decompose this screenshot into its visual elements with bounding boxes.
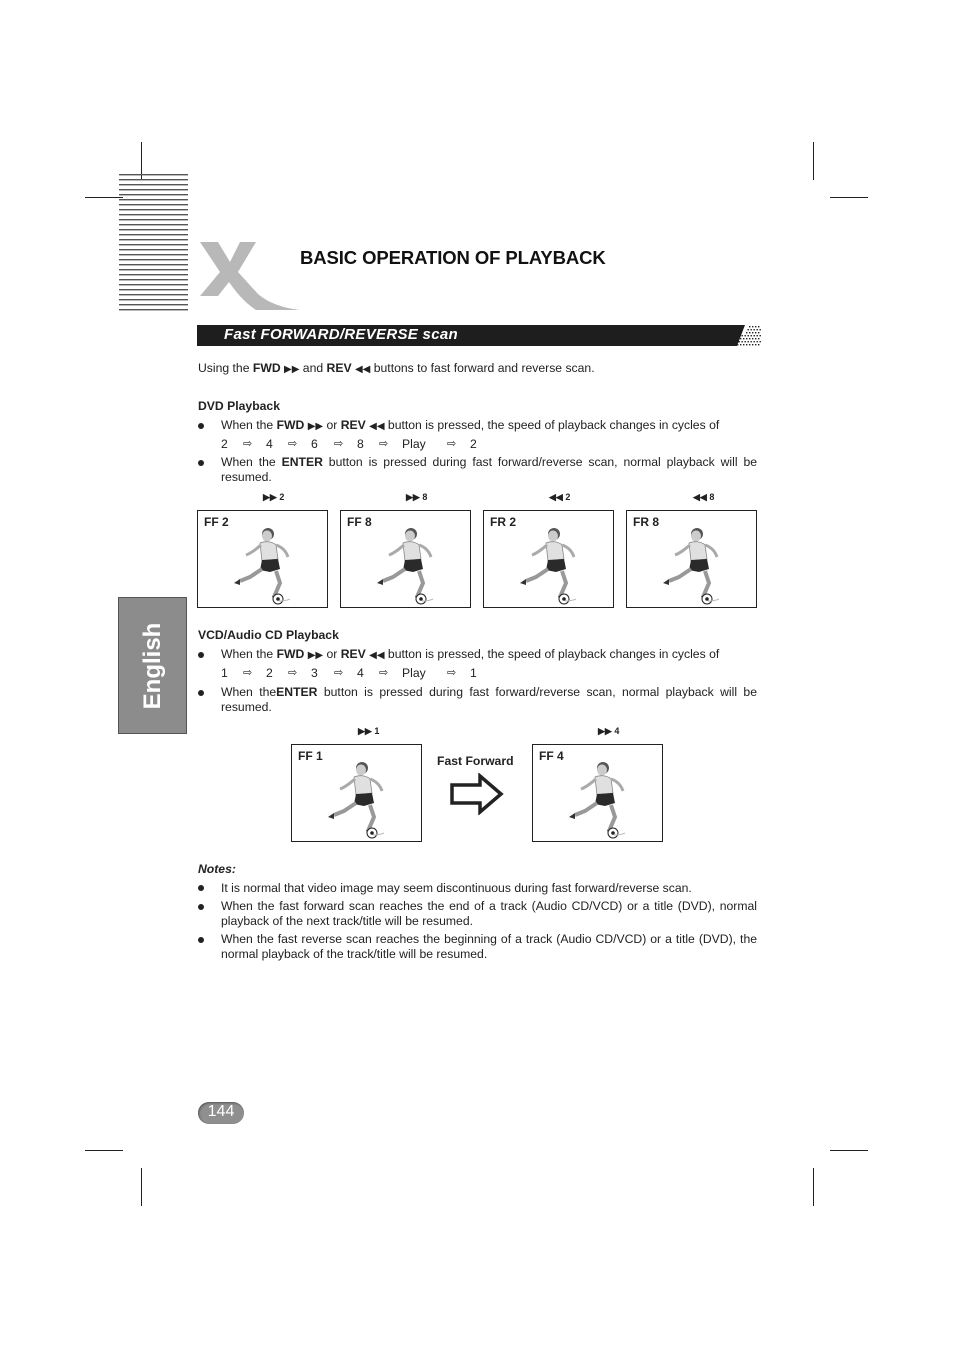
rev-icon: ◀◀ — [354, 364, 371, 375]
intro-and: and — [299, 361, 327, 375]
screen-frame-ff8 — [340, 510, 471, 608]
ff-icon: ▶▶ — [358, 726, 372, 736]
screen-frame-ff1 — [291, 744, 422, 842]
language-tab — [118, 597, 187, 734]
frame-label: FF 8 — [347, 515, 372, 529]
vcd-bullet-1 — [221, 647, 719, 661]
cycle-step: 8 — [357, 437, 364, 451]
bullet-icon — [198, 652, 204, 658]
frame-label: FR 2 — [490, 515, 517, 529]
dvd-b1-suffix: button is pressed, the speed of playback changes in cycles of — [384, 418, 720, 432]
cycle-arrow-icon: ⇨ — [334, 438, 344, 450]
vcd-heading: VCD/Audio CD Playback — [198, 628, 339, 642]
ff-icon: ▶▶ — [598, 726, 612, 736]
cycle-arrow-icon: ⇨ — [288, 438, 298, 450]
frame-speed — [406, 492, 427, 503]
note-item — [221, 932, 757, 962]
cycle-step: 2 — [470, 437, 477, 451]
section-heading: Fast FORWARD/REVERSE scan — [224, 326, 458, 343]
speed-value: 2 — [279, 492, 285, 502]
rev-label: REV — [340, 647, 366, 661]
crop-mark — [85, 1150, 123, 1151]
rev-label: REV — [326, 361, 352, 375]
crop-mark — [813, 1168, 814, 1206]
soccer-player-icon — [518, 525, 580, 605]
intro-suffix: buttons to fast forward and reverse scan. — [373, 361, 595, 375]
cycle-arrow-icon: ⇨ — [243, 438, 253, 450]
cycle-arrow-icon: ⇨ — [243, 667, 253, 679]
vcd-bullet-2 — [221, 685, 757, 715]
header-stripes — [119, 173, 188, 313]
bullet-icon — [198, 460, 204, 466]
page-number-badge — [198, 1102, 244, 1124]
page-number: 144 — [207, 1103, 235, 1120]
frame-speed — [693, 492, 714, 503]
cycle-step: 6 — [311, 437, 318, 451]
rev-icon: ◀◀ — [369, 650, 385, 661]
soccer-player-icon — [375, 525, 437, 605]
cycle-step: 2 — [266, 666, 273, 680]
dvd-b2-line1 — [221, 455, 757, 470]
speed-value: 2 — [565, 492, 571, 502]
cycle-step: 3 — [311, 666, 318, 680]
frame-speed — [263, 492, 284, 503]
dvd-b2-prefix: When the — [221, 455, 282, 469]
cycle-step: Play — [402, 437, 426, 451]
vcd-b1-or: or — [323, 647, 341, 661]
dvd-heading: DVD Playback — [198, 399, 280, 413]
enter-label: ENTER — [276, 685, 318, 699]
dvd-b2-suffix: button is pressed during fast forward/reverse scan, normal playback will be — [322, 455, 757, 469]
bullet-icon — [198, 690, 204, 696]
fast-forward-label: Fast Forward — [437, 754, 514, 768]
cycle-step: 4 — [266, 437, 273, 451]
note-line: normal playback of the track/title will be resumed. — [221, 947, 488, 961]
bullet-icon — [198, 937, 204, 943]
dvd-bullet-1 — [221, 418, 719, 432]
cycle-step: 2 — [221, 437, 228, 451]
soccer-player-icon — [326, 759, 388, 839]
section-bar-dots — [733, 325, 761, 346]
speed-value: 4 — [614, 726, 620, 736]
fwd-label: FWD — [252, 361, 281, 375]
cycle-step: Play — [402, 666, 426, 680]
notes-title: Notes: — [198, 862, 236, 876]
cycle-step: 1 — [470, 666, 477, 680]
fr-icon: ◀◀ — [549, 492, 563, 502]
vcd-b2-prefix: When the — [221, 685, 277, 699]
frame-speed — [549, 492, 570, 503]
crop-mark — [141, 1168, 142, 1206]
cycle-arrow-icon: ⇨ — [447, 667, 457, 679]
screen-frame-ff4 — [532, 744, 663, 842]
crop-mark — [830, 197, 868, 198]
ff-icon: ▶▶ — [406, 492, 420, 502]
frame-label: FF 2 — [204, 515, 229, 529]
rev-label: REV — [340, 418, 366, 432]
frame-speed — [598, 726, 619, 737]
frame-label: FF 4 — [539, 749, 564, 763]
dvd-b1-or: or — [323, 418, 341, 432]
cycle-arrow-icon: ⇨ — [379, 438, 389, 450]
vcd-b2-line1 — [221, 685, 757, 700]
fwd-icon: ▶▶ — [307, 421, 324, 432]
cycle-step: 4 — [357, 666, 364, 680]
fwd-icon: ▶▶ — [307, 650, 324, 661]
cycle-arrow-icon: ⇨ — [379, 667, 389, 679]
soccer-player-icon — [567, 759, 629, 839]
crop-mark — [830, 1150, 868, 1151]
cycle-arrow-icon: ⇨ — [447, 438, 457, 450]
note-line: When the fast forward scan reaches the end of a track (Audio CD/VCD) or a title (DVD), normal — [221, 899, 757, 913]
page-title: BASIC OPERATION OF PLAYBACK — [300, 247, 606, 268]
cycle-arrow-icon: ⇨ — [334, 667, 344, 679]
cycle-arrow-icon: ⇨ — [288, 667, 298, 679]
dvd-bullet-2 — [221, 455, 757, 485]
dvd-b1-prefix: When the — [221, 418, 277, 432]
bullet-icon — [198, 904, 204, 910]
vcd-b1-prefix: When the — [221, 647, 277, 661]
fr-icon: ◀◀ — [693, 492, 707, 502]
right-arrow-icon — [450, 773, 504, 815]
note-line: When the fast reverse scan reaches the beginning of a track (Audio CD/VCD) or a title (DVD), the — [221, 932, 757, 946]
intro-text — [198, 361, 595, 377]
speed-value: 8 — [422, 492, 428, 502]
vcd-b2-suffix: button is pressed during fast forward/reverse scan, normal playback will be — [317, 685, 757, 699]
screen-frame-ff2 — [197, 510, 328, 608]
screen-frame-fr2 — [483, 510, 614, 608]
vcd-b1-suffix: button is pressed, the speed of playback changes in cycles of — [384, 647, 720, 661]
enter-label: ENTER — [281, 455, 323, 469]
speed-value: 1 — [374, 726, 380, 736]
speed-value: 8 — [709, 492, 715, 502]
crop-mark — [813, 142, 814, 180]
dvd-b2-line2: resumed. — [221, 470, 272, 484]
frame-speed — [358, 726, 379, 737]
note-line: playback of the next track/title will be resumed. — [221, 914, 473, 928]
crop-mark — [85, 197, 123, 198]
cycle-step: 1 — [221, 666, 228, 680]
fwd-label: FWD — [276, 418, 305, 432]
soccer-player-icon — [232, 525, 294, 605]
fwd-icon: ▶▶ — [284, 364, 300, 375]
bullet-icon — [198, 885, 204, 891]
vcd-b2-line2: resumed. — [221, 700, 272, 714]
note-item — [221, 899, 757, 929]
note-item: It is normal that video image may seem discontinuous during fast forward/reverse scan. — [221, 881, 692, 895]
fwd-label: FWD — [276, 647, 305, 661]
soccer-player-icon — [661, 525, 723, 605]
intro-prefix: Using the — [198, 361, 253, 375]
rev-icon: ◀◀ — [369, 421, 385, 432]
section-heading-bar — [197, 325, 737, 346]
screen-frame-fr8 — [626, 510, 757, 608]
bullet-icon — [198, 423, 204, 429]
brand-logo-icon — [196, 240, 302, 312]
language-label: English — [138, 622, 166, 709]
frame-label: FF 1 — [298, 749, 323, 763]
frame-label: FR 8 — [633, 515, 660, 529]
ff-icon: ▶▶ — [263, 492, 277, 502]
